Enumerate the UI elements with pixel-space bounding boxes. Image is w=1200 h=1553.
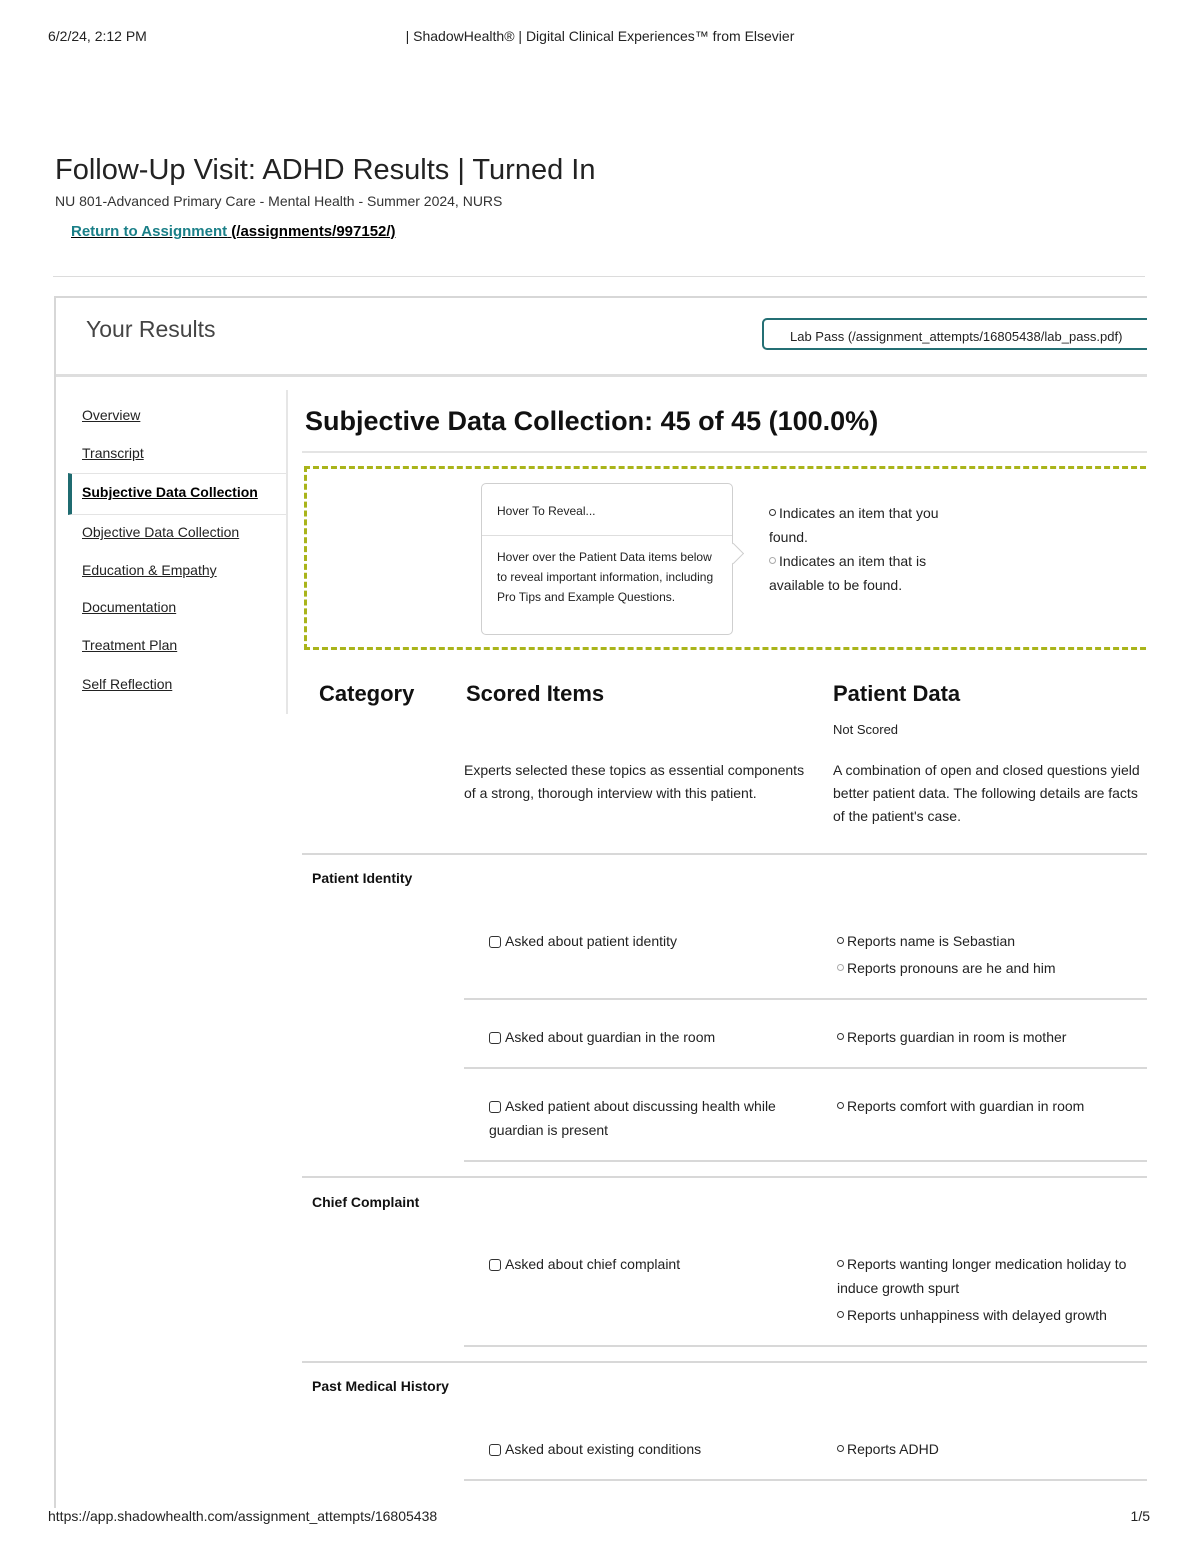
patient-data-item: [837, 1025, 1147, 1049]
patient-data-text[interactable]: Reports guardian in room is mother: [847, 1029, 1067, 1045]
sidebar-item-self-reflection[interactable]: Self Reflection: [82, 676, 173, 692]
patient-data-text[interactable]: Reports name is Sebastian: [847, 933, 1016, 949]
found-dot-icon: [837, 1311, 844, 1318]
divider: [53, 276, 1145, 277]
divider: [482, 535, 732, 536]
patient-data-item: [837, 1252, 1147, 1300]
patient-data-text[interactable]: Reports ADHD: [847, 1441, 939, 1457]
found-dot-icon: [837, 1102, 844, 1109]
divider: [464, 1160, 1147, 1162]
column-header-category: Category: [319, 681, 415, 706]
found-dot-icon: [837, 1445, 844, 1452]
sidebar-item-treatment-plan[interactable]: Treatment Plan: [82, 637, 178, 653]
hover-tooltip: [481, 483, 733, 635]
results-sidebar: [56, 390, 288, 714]
return-to-assignment-link[interactable]: [71, 223, 396, 240]
available-dot-icon: [837, 964, 844, 971]
checkbox-icon: [489, 1032, 501, 1044]
divider: [464, 1345, 1147, 1347]
sidebar-item-education-empathy[interactable]: Education & Empathy: [82, 562, 217, 578]
patient-data-text[interactable]: Reports comfort with guardian in room: [847, 1098, 1085, 1114]
tooltip-title: Hover To Reveal...: [497, 504, 596, 518]
patient-data-cell: [837, 1252, 1147, 1330]
your-results-heading: Your Results: [86, 316, 216, 342]
patient-data-text[interactable]: Reports pronouns are he and him: [847, 960, 1056, 976]
patient-data-cell: [837, 1094, 1147, 1121]
sidebar-item-subjective-data-collection[interactable]: Subjective Data Collection: [82, 484, 258, 500]
tooltip-body: Hover over the Patient Data items below to reveal important information, including Pro Tips and Example Questions.: [497, 550, 714, 604]
not-scored-label: Not Scored: [833, 722, 899, 737]
patient-data-cell: [837, 1025, 1147, 1052]
scored-item-label: Asked about existing conditions: [505, 1441, 702, 1457]
course-name: NU 801-Advanced Primary Care - Mental Health - Summer 2024, NURS: [55, 193, 503, 209]
divider: [302, 853, 1147, 855]
patient-data-item: [837, 956, 1147, 980]
divider: [302, 1361, 1147, 1363]
found-dot-icon: [837, 937, 844, 944]
sidebar-item-overview[interactable]: Overview: [82, 407, 141, 423]
page-number: 1/5: [1130, 1508, 1150, 1524]
scored-item: [489, 1094, 799, 1142]
print-title: | ShadowHealth® | Digital Clinical Experiences™ from Elsevier: [405, 28, 795, 44]
scored-item: [489, 1437, 799, 1461]
results-header: [56, 298, 1147, 377]
scored-item: [489, 1252, 799, 1276]
section-title: Subjective Data Collection: 45 of 45 (100.0%): [305, 406, 879, 436]
return-link-label: Return to Assignment: [71, 223, 228, 240]
sidebar-item-transcript[interactable]: Transcript: [82, 445, 144, 461]
column-header-patient-data: Patient Data: [833, 681, 961, 706]
patient-data-cell: [837, 929, 1147, 983]
sidebar-item-documentation[interactable]: Documentation: [82, 599, 177, 615]
print-footer: [48, 1508, 1150, 1528]
divider: [464, 998, 1147, 1000]
found-dot-icon: [837, 1033, 844, 1040]
checkbox-icon: [489, 936, 501, 948]
patient-data-cell: [837, 1437, 1147, 1464]
scored-item-label: Asked patient about discussing health while guardian is present: [489, 1098, 776, 1138]
return-link-href: (/assignments/997152/): [227, 223, 396, 240]
scored-item-label: Asked about patient identity: [505, 933, 678, 949]
lab-pass-button[interactable]: Lab Pass (/assignment_attempts/16805438/lab_pass.pdf): [762, 318, 1147, 350]
scored-item-label: Asked about chief complaint: [505, 1256, 681, 1272]
patient-data-description: A combination of open and closed questions yield better patient data. The following details are facts of the patient's case.: [833, 762, 1140, 824]
print-header: [48, 28, 1152, 48]
divider: [464, 1067, 1147, 1069]
page-title: Follow-Up Visit: ADHD Results | Turned In: [55, 154, 596, 186]
available-dot-icon: [769, 557, 776, 564]
scored-item: [489, 1025, 799, 1049]
column-header-scored-items: Scored Items: [466, 681, 605, 706]
legend-box: [304, 466, 1147, 650]
print-url: https://app.shadowhealth.com/assignment_attempts/16805438: [48, 1508, 438, 1524]
print-date: 6/2/24, 2:12 PM: [48, 28, 147, 44]
checkbox-icon: [489, 1101, 501, 1113]
scored-items-description: Experts selected these topics as essential components of a strong, thorough interview with this patient.: [464, 762, 805, 801]
patient-data-text[interactable]: Reports wanting longer medication holiday to induce growth spurt: [837, 1256, 1127, 1296]
patient-data-item: [837, 929, 1147, 953]
found-dot-icon: [769, 509, 776, 516]
checkbox-icon: [489, 1444, 501, 1456]
sidebar-item-objective-data-collection[interactable]: Objective Data Collection: [82, 524, 240, 540]
divider: [302, 451, 1147, 453]
legend-available-text: Indicates an item that is available to be found.: [769, 553, 927, 593]
scored-item-label: Asked about guardian in the room: [505, 1029, 716, 1045]
category-label: Past Medical History: [312, 1378, 449, 1394]
results-card: [54, 296, 1147, 1508]
legend-key: [769, 501, 949, 597]
legend-found-text: Indicates an item that you found.: [769, 505, 939, 545]
patient-data-item: [837, 1303, 1147, 1327]
category-label: Patient Identity: [312, 870, 413, 886]
patient-data-text[interactable]: Reports unhappiness with delayed growth: [847, 1307, 1107, 1323]
patient-data-item: [837, 1094, 1147, 1118]
scored-item: [489, 929, 799, 953]
divider: [464, 1479, 1147, 1481]
category-label: Chief Complaint: [312, 1194, 420, 1210]
checkbox-icon: [489, 1259, 501, 1271]
found-dot-icon: [837, 1260, 844, 1267]
patient-data-item: [837, 1437, 1147, 1461]
divider: [302, 1176, 1147, 1178]
